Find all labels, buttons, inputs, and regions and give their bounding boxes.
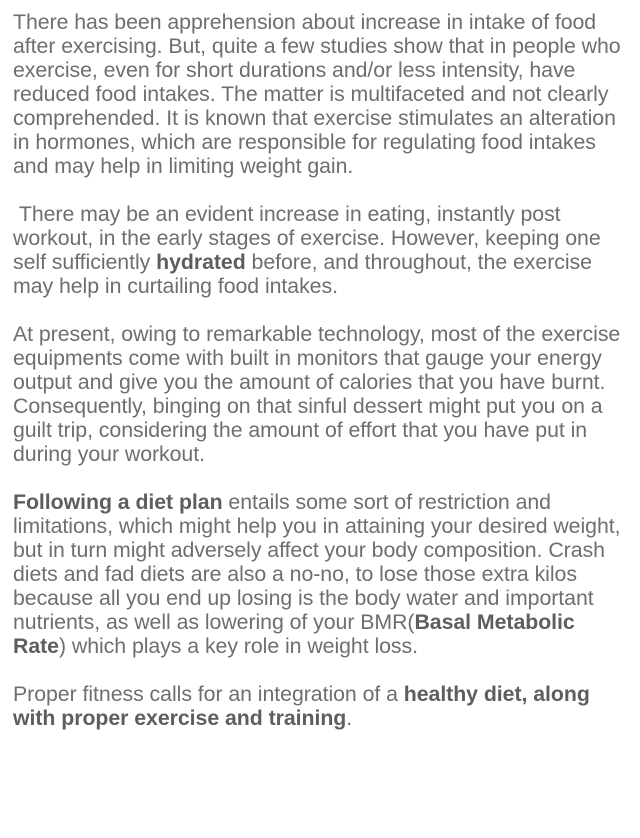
paragraph-text: ) which plays a key role in weight loss. (58, 634, 418, 658)
bold-bmr: Basal Metabolic Rate (13, 610, 575, 658)
bold-healthy-diet: healthy diet, along with proper exercise and training (13, 682, 590, 730)
bold-diet-plan: Following a diet plan (13, 490, 223, 514)
paragraph-text: before, and throughout, the exercise may help in curtailing food intakes. (13, 250, 592, 298)
bold-hydrated: hydrated (156, 250, 246, 274)
paragraph-food-intake: There has been apprehension about increase in intake of food after exercising. But, quite a few studies show that in people who exercise, even for short durations and/or less intensity, have reduced food intakes. The matter is multifaceted and not clearly comprehended. It is known that exercise stimulates an alteration in hormones, which are responsible for regulating food intakes and may help in limiting weight gain. (13, 10, 621, 178)
paragraph-text: entails some sort of restriction and limitations, which might help you in attaining your desired weight, but in turn might adversely affect your body composition. Crash diets and fad diets are also a no-no, to lose those extra kilos because all you end up losing is the body water and important nutrients, as well as lowering of your BMR( (13, 490, 621, 634)
paragraph-text: . (346, 706, 353, 730)
paragraph-hydration (13, 202, 627, 298)
paragraph-text: There may be an evident increase in eating, instantly post workout, in the early stages of exercise. However, keeping one self sufficiently (13, 202, 607, 274)
paragraph-text: Proper fitness calls for an integration of a (13, 682, 404, 706)
paragraph-proper-fitness (13, 682, 627, 730)
paragraph-diet-plan (13, 490, 627, 658)
paragraph-technology: At present, owing to remarkable technology, most of the exercise equipments come with built in monitors that gauge your energy output and give you the amount of calories that you have burnt. Consequently, binging on that sinful dessert might put you on a guilt trip, considering the amount of effort that you have put in during your workout. (13, 322, 621, 466)
article-body (13, 10, 627, 754)
